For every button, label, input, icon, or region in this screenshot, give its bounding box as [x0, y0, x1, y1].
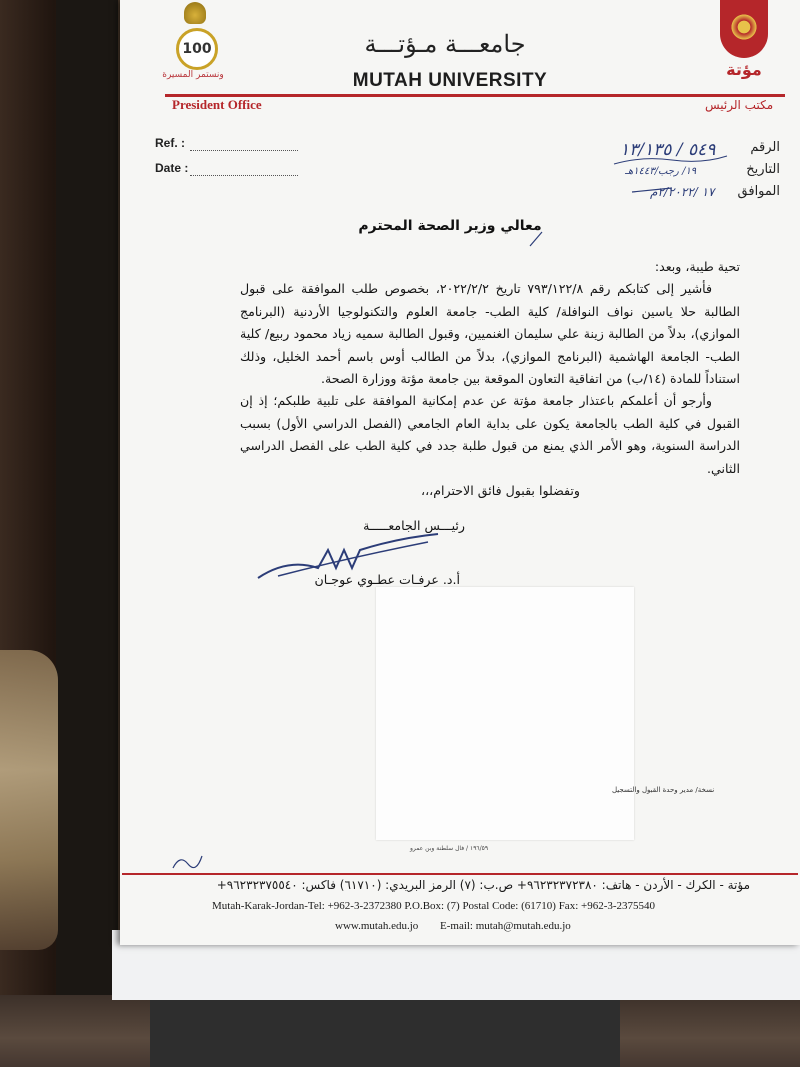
form-number: ١٩٦/٥٩ / فال سلطنة وبن عمرو	[410, 845, 489, 852]
desk-dark-strip	[56, 0, 118, 1067]
signer-name: أ.د. عرفـات عطـوي عوجـان	[314, 572, 460, 587]
corresponding-label: الموافق	[737, 184, 780, 199]
university-name-english: MUTAH UNIVERSITY	[352, 70, 548, 91]
crown-icon	[184, 2, 206, 24]
initials-mark	[168, 850, 208, 874]
footer-email[interactable]: E-mail: mutah@mutah.edu.jo	[440, 920, 571, 932]
handwritten-marks	[612, 146, 732, 214]
ref-label: Ref. :	[155, 136, 185, 150]
date-dotted-line	[190, 174, 298, 176]
shield-icon	[720, 0, 768, 58]
office-name-english: President Office	[172, 97, 262, 112]
centennial-logo	[158, 2, 228, 92]
number-value: ٥٤٩ / ١٣/١٣٥	[620, 140, 716, 160]
corresponding-value: ١٧ /٢/٢٠٢٢م	[650, 185, 715, 199]
number-label: الرقم	[750, 140, 780, 155]
signer-title: رئيـــس الجامعـــــة	[363, 518, 465, 533]
paragraph-two: وأرجو أن أعلمكم باعتذار جامعة مؤتة عن عدم إمكانية الموافقة على تلبية طلبكم؛ إذ إن القبول في كلية الطب بالجامعة يكون على بداية العام الجامعي (الفصل الدراسي الأول) بسبب الدراسة السنوية، وهو الأمر الذي يمنع من قبول طلبة جدد في كلية الطب على الفصل الدراسي الثاني.	[240, 393, 740, 476]
footer-address-english: Mutah-Karak-Jordan-Tel: +962-3-2372380 P.O.Box: (7) Postal Code: (61710) Fax: +962-3-2375540	[212, 900, 656, 912]
letter-body	[240, 256, 740, 502]
sticky-note	[376, 587, 634, 840]
greeting: تحية طيبة، وبعد:	[654, 259, 740, 274]
footer-website[interactable]: www.mutah.edu.jo	[335, 920, 419, 932]
date-label: Date :	[155, 161, 189, 175]
date-arabic-value: ١٩/ رجب/١٤٤٣هـ	[625, 166, 697, 177]
peeled-wood-patch	[0, 650, 58, 950]
university-emblem	[712, 0, 772, 82]
dark-object-bottom	[150, 1000, 620, 1067]
paragraph-one: فأشير إلى كتابكم رقم ٧٩٣/١٢٢/٨ تاريخ ٢٠٢٢/٢/٢، بخصوص طلب الموافقة على قبول الطالبة حلا ياسين نواف النوافلة/ كلية الطب- جامعة العلوم والتكنولوجيا الأردنية (البرنامج الموازي)، بدلاً من الطالبة زينة علي سليمان الغنميين، وقبول الطالبة سميه زياد محمود ربيع/ كلية الطب- الجامعة الهاشمية (البرنامج الموازي)، بدلاً من الطالب أوس باسم أحمد الخليل، وذلك استناداً للمادة (١٤/ب) من اتفاقية التعاون الموقعة بين جامعة مؤتة ووزارة الصحة.	[240, 281, 740, 387]
date-arabic-label: التاريخ	[746, 162, 780, 177]
footer-divider	[122, 873, 798, 875]
centennial-slogan: ونستمر المسيرة	[162, 70, 224, 80]
office-name-arabic: مكتب الرئيس	[705, 98, 774, 112]
emblem-word: مؤتة	[726, 60, 762, 79]
university-name-arabic: جامعـــة مـؤتـــة	[364, 30, 526, 58]
centennial-number: 100	[176, 28, 218, 70]
footer-address-arabic: مؤتة - الكرك - الأردن - هاتف: ٩٦٢٣٢٣٧٢٣٨٠+ ص.ب: (٧) الرمز البريدي: (٦١٧١٠) فاكس: ٩٦٢٣٢٣٧٥٥٤٠+	[216, 878, 750, 892]
ref-dotted-line	[190, 149, 298, 151]
salutation: معالي وزير الصحة المحترم	[358, 218, 542, 234]
closing: وتفضلوا بقبول فائق الاحترام،،،	[421, 483, 580, 499]
copy-to-line: نسخة/ مدير وحدة القبول والتسجيل	[612, 786, 715, 794]
check-mark	[528, 228, 548, 248]
